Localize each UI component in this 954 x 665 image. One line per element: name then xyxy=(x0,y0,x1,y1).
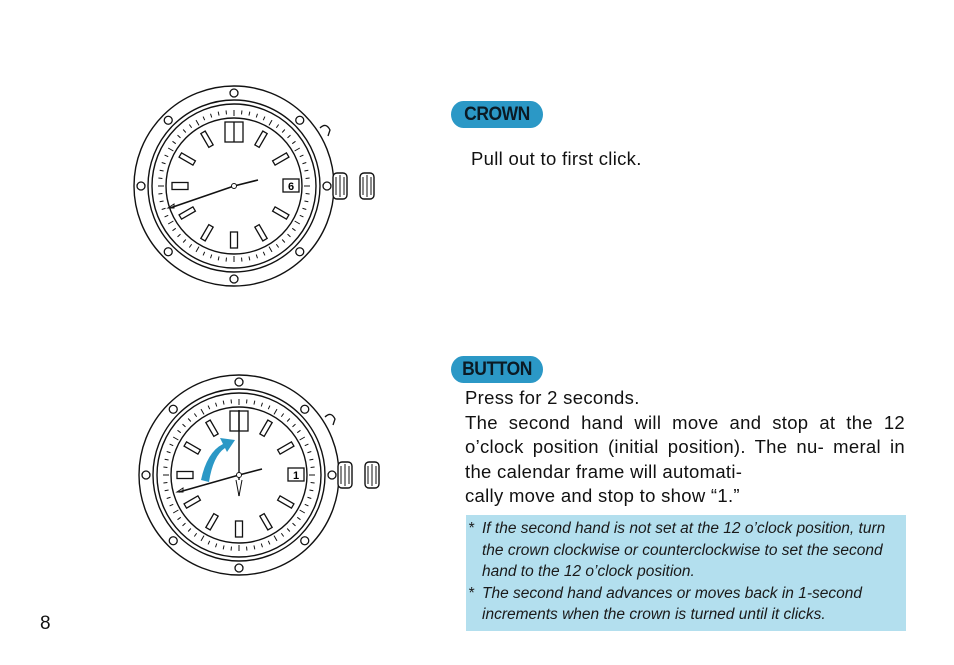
watch-diagram-crown-icon xyxy=(130,84,390,294)
crown-instruction: Pull out to first click. xyxy=(471,148,642,169)
button-line-1: Press for 2 seconds. xyxy=(465,387,640,408)
note-text: The second hand advances or moves back in 1-second increments when the crown is turned until it clicks. xyxy=(482,584,862,623)
date-numeral: 6 xyxy=(287,181,295,193)
button-instructions xyxy=(465,386,905,509)
page-number: 8 xyxy=(40,613,51,634)
date-numeral: 1 xyxy=(292,470,300,482)
button-paragraph: The second hand will move and stop at the 12 o’clock position (initial position). The nu- meral in the calendar frame will automati- xyxy=(465,411,905,482)
button-label: BUTTON xyxy=(451,356,543,383)
note-item xyxy=(468,518,898,583)
notes-box xyxy=(466,515,906,631)
note-item xyxy=(468,583,898,626)
crown-label: CROWN xyxy=(451,101,543,128)
note-text: If the second hand is not set at the 12 o’clock position, turn the crown clockwise or counterclockwise to set the second hand to the 12 o’clock position. xyxy=(482,520,886,580)
watch-diagram-button-icon xyxy=(135,372,395,582)
note-asterisk: * xyxy=(468,584,475,602)
note-asterisk: * xyxy=(468,520,475,537)
curved-arrow-icon xyxy=(201,438,235,482)
button-paragraph-last: cally move and stop to show “1.” xyxy=(465,485,740,506)
